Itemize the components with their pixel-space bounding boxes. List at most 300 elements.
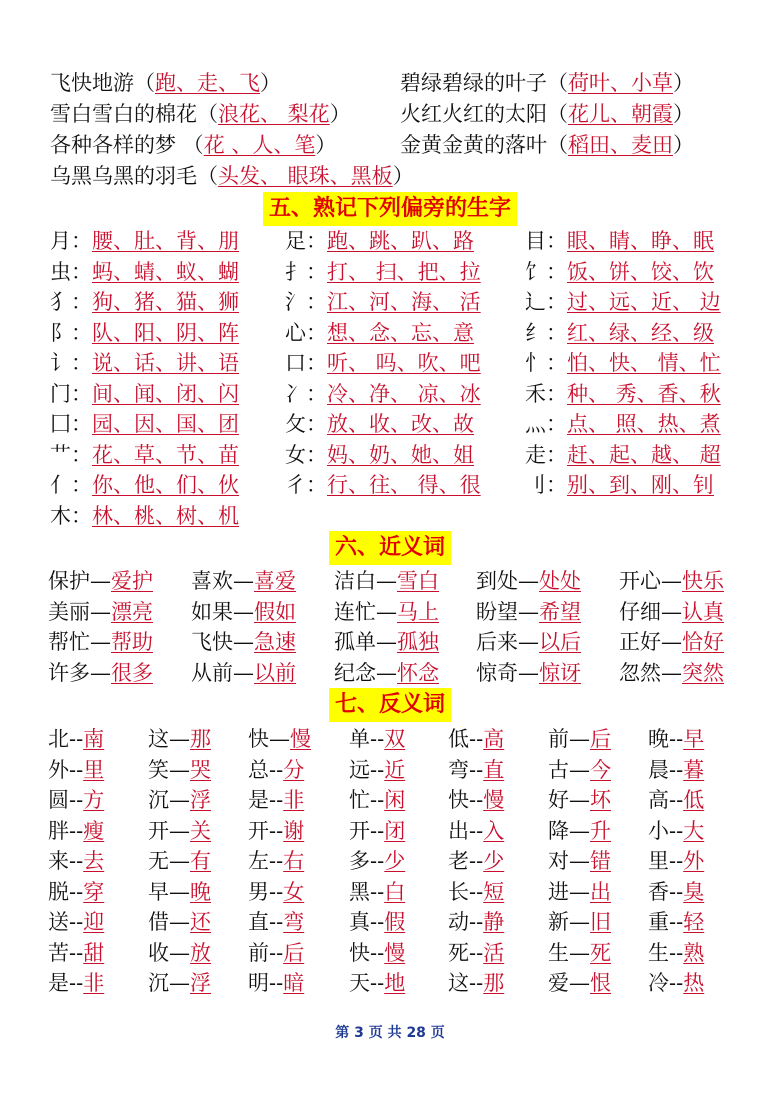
antonym-pair (648, 907, 704, 938)
radical-label: 讠： (50, 351, 92, 375)
antonym-word: 好— (548, 788, 590, 812)
antonym-pair (448, 938, 504, 969)
synonym-word: 到处— (476, 569, 539, 593)
antonym-pair (448, 816, 504, 847)
antonym-answer: 去 (83, 849, 105, 873)
antonym-pair (349, 755, 405, 786)
radical-words: 听、 吗、吹、吧 (327, 351, 481, 375)
antonym-pair (349, 785, 405, 816)
synonym-word: 正好— (619, 630, 682, 654)
phrase-text: 火红火红的太阳（ (400, 102, 568, 126)
antonym-word: 无— (148, 849, 190, 873)
antonym-pair (548, 877, 611, 908)
phrase-answer: 跑、走、飞 (155, 71, 260, 95)
radical-words: 蚂、蜻、蚁、蝴 (92, 259, 239, 284)
radical-label: 亻： (50, 473, 92, 497)
radical-cell (50, 348, 239, 379)
antonym-row (48, 755, 768, 786)
synonym-answer: 快乐 (682, 569, 724, 593)
radical-label: 足： (285, 229, 327, 253)
synonym-row (48, 658, 768, 689)
radical-words: 跑、跳、趴、路 (327, 229, 474, 253)
synonym-answer: 以后 (539, 630, 581, 654)
radical-cell (525, 379, 721, 410)
phrase-text: 飞快地游（ (50, 71, 155, 95)
synonym-word: 后来— (476, 630, 539, 654)
antonym-row (48, 846, 768, 877)
radical-cell (285, 440, 474, 471)
radical-words: 冷、净、 凉、冰 (327, 381, 481, 406)
phrase-answer: 荷叶、小草 (568, 71, 673, 95)
antonym-answer: 瘦 (83, 818, 105, 843)
synonym-word: 惊奇— (476, 660, 539, 685)
radical-label: 心： (285, 320, 327, 345)
radical-words: 你、他、们、伙 (92, 473, 239, 497)
antonym-word: 沉— (148, 788, 190, 812)
antonym-answer: 轻 (683, 910, 705, 934)
synonym-pair (476, 627, 581, 658)
antonym-answer: 外 (683, 849, 705, 873)
antonym-pair (548, 755, 611, 786)
section6-title: 六、近义词 (329, 531, 451, 565)
radical-cell (285, 287, 481, 318)
antonym-pair (448, 907, 504, 938)
antonym-answer: 近 (384, 757, 406, 782)
synonym-pair (48, 627, 153, 658)
radical-label: 忄： (525, 351, 567, 375)
antonym-word: 送-- (48, 910, 84, 934)
antonym-answer: 方 (83, 788, 105, 812)
antonym-pair (148, 938, 211, 969)
phrase-answer: 花儿、朝霞 (568, 102, 673, 126)
radical-words: 花、草、节、苗 (92, 442, 239, 467)
radical-label: 扌： (285, 259, 327, 284)
antonym-word: 死-- (448, 940, 484, 965)
antonym-answer: 早 (683, 727, 705, 751)
synonym-pair (619, 627, 724, 658)
antonym-word: 开-- (349, 818, 385, 843)
antonym-pair (448, 846, 504, 877)
radical-label: 禾： (525, 381, 567, 406)
antonym-pair (248, 724, 311, 755)
antonym-pair (248, 846, 304, 877)
antonym-pair (148, 724, 211, 755)
radical-label: 女： (285, 442, 327, 467)
antonym-word: 降— (548, 818, 590, 843)
radical-label: 目： (525, 229, 567, 253)
synonym-pair (476, 566, 581, 597)
antonym-answer: 短 (483, 879, 505, 904)
synonym-answer: 怀念 (397, 660, 439, 685)
antonym-word: 生— (548, 940, 590, 965)
synonym-word: 美丽— (48, 599, 111, 624)
antonym-answer: 哭 (190, 757, 211, 782)
antonym-word: 外-- (48, 757, 84, 782)
antonym-answer: 熟 (683, 940, 705, 965)
antonym-answer: 有 (190, 849, 211, 873)
synonym-pair (48, 566, 153, 597)
antonym-answer: 弯 (283, 910, 305, 934)
radical-words: 种、 秀、香、秋 (567, 381, 721, 406)
radical-words: 饭、饼、饺、饮 (567, 259, 714, 284)
antonym-pair (349, 907, 405, 938)
synonym-word: 从前— (191, 660, 254, 685)
radical-row (50, 440, 770, 471)
phrase-text: 乌黑乌黑的羽毛（ (50, 164, 218, 188)
phrase-close: ） (392, 164, 414, 188)
radical-cell (285, 226, 474, 257)
antonym-answer: 少 (384, 849, 406, 873)
antonym-row (48, 938, 768, 969)
antonym-pair (448, 968, 504, 999)
antonym-pair (548, 846, 611, 877)
radical-label: 口： (285, 351, 327, 375)
phrase-close: ） (260, 71, 281, 95)
antonym-pair (548, 968, 611, 999)
antonym-pair (648, 816, 704, 847)
synonym-answer: 帮助 (111, 630, 153, 654)
antonym-pair (148, 846, 211, 877)
antonym-pair (48, 968, 104, 999)
antonym-word: 老-- (448, 849, 484, 873)
synonym-answer: 恰好 (682, 630, 724, 654)
synonym-answer: 马上 (397, 599, 439, 624)
antonym-answer: 慢 (384, 940, 406, 965)
antonym-answer: 高 (483, 727, 505, 751)
antonym-word: 动-- (448, 910, 484, 934)
radical-cell (50, 379, 239, 410)
antonym-answer: 双 (384, 727, 406, 751)
radical-cell (50, 440, 239, 471)
antonym-pair (248, 785, 304, 816)
antonym-answer: 那 (483, 971, 505, 995)
antonym-pair (548, 938, 611, 969)
radical-words: 红、绿、经、级 (567, 320, 714, 345)
antonym-answer: 暮 (683, 757, 705, 782)
radical-cell (285, 379, 481, 410)
antonym-answer: 臭 (683, 879, 705, 904)
antonym-word: 小-- (648, 818, 684, 843)
antonym-answer: 旧 (590, 910, 611, 934)
radical-label: 辶： (525, 290, 567, 314)
radical-label: 囗： (50, 412, 92, 436)
antonym-answer: 慢 (290, 727, 311, 751)
antonym-answer: 穿 (83, 879, 105, 904)
antonym-word: 笑— (148, 757, 190, 782)
section7-title: 七、反义词 (329, 688, 451, 722)
antonym-answer: 浮 (190, 788, 211, 812)
synonym-answer: 很多 (111, 660, 153, 685)
radical-label: 阝： (50, 320, 92, 345)
synonym-row (48, 597, 768, 628)
section5-title: 五、熟记下列偏旁的生字 (263, 192, 517, 226)
antonym-word: 黑-- (349, 879, 385, 904)
antonym-pair (648, 877, 704, 908)
radical-cell (525, 226, 714, 257)
antonym-word: 前— (548, 727, 590, 751)
antonym-pair (448, 877, 504, 908)
radical-words: 林、桃、树、机 (92, 503, 239, 528)
antonym-word: 圆-- (48, 788, 84, 812)
antonym-word: 来-- (48, 849, 84, 873)
radical-words: 江、河、海、 活 (327, 290, 481, 314)
antonym-pair (248, 755, 304, 786)
antonym-word: 男-- (248, 879, 284, 904)
antonym-pair (349, 816, 405, 847)
radical-words: 点、 照、热、煮 (567, 412, 721, 436)
radical-words: 狗、猪、猫、狮 (92, 290, 239, 314)
radical-cell (525, 318, 714, 349)
antonym-answer: 出 (590, 879, 611, 904)
radical-words: 放、收、改、故 (327, 412, 474, 436)
antonym-answer: 晚 (190, 879, 211, 904)
antonym-answer: 静 (483, 910, 505, 934)
antonym-pair (448, 724, 504, 755)
phrase-left (50, 99, 351, 130)
antonym-word: 晨-- (648, 757, 684, 782)
antonym-word: 出-- (448, 818, 484, 843)
radical-words: 园、因、国、团 (92, 412, 239, 436)
radical-cell (50, 409, 239, 440)
antonym-row (48, 724, 768, 755)
radical-label: 门： (50, 381, 92, 406)
phrase-close: ） (673, 71, 694, 95)
antonym-word: 对— (548, 849, 590, 873)
radical-label: 灬： (525, 412, 567, 436)
radical-row (50, 379, 770, 410)
radical-cell (525, 257, 714, 288)
antonym-word: 香-- (648, 879, 684, 904)
antonym-pair (349, 877, 405, 908)
phrase-answer: 头发、 眼珠、黑板 (218, 164, 393, 188)
phrase-row (50, 161, 750, 192)
antonym-answer: 那 (190, 727, 211, 751)
synonym-word: 仔细— (619, 599, 682, 624)
phrase-right (400, 99, 694, 130)
antonym-word: 冷-- (648, 971, 684, 995)
radical-cell (50, 501, 239, 532)
antonym-answer: 还 (190, 910, 211, 934)
phrase-row (50, 130, 750, 161)
synonym-answer: 喜爱 (254, 569, 296, 593)
radical-label: 走： (525, 442, 567, 467)
phrase-row (50, 68, 750, 99)
antonym-pair (48, 938, 104, 969)
radical-words: 间、闻、闭、闪 (92, 381, 239, 406)
antonym-pair (148, 968, 211, 999)
radical-cell (285, 257, 481, 288)
phrase-text: 各种各样的梦 （ (50, 133, 204, 157)
radical-words: 过、远、近、 边 (567, 290, 721, 314)
antonym-word: 是-- (48, 971, 84, 995)
phrase-left (50, 161, 414, 192)
antonym-word: 快-- (349, 940, 385, 965)
antonym-pair (248, 907, 304, 938)
radical-cell (285, 470, 481, 501)
radical-label: 冫： (285, 381, 327, 406)
synonym-pair (191, 627, 296, 658)
radical-cell (525, 287, 721, 318)
radical-cell (50, 470, 239, 501)
synonym-word: 如果— (191, 599, 254, 624)
word-fill-section (50, 68, 750, 192)
section7-heading (0, 688, 780, 724)
phrase-text: 碧绿碧绿的叶子（ (400, 71, 568, 95)
synonym-answer: 突然 (682, 660, 724, 685)
antonym-pair (48, 785, 104, 816)
antonym-answer: 假 (384, 910, 406, 934)
antonym-answer: 坏 (590, 788, 611, 812)
antonym-word: 前-- (248, 940, 284, 965)
radical-label: 艹： (50, 442, 92, 467)
phrase-close: ） (329, 102, 351, 126)
antonym-answer: 慢 (483, 788, 505, 812)
synonym-pair (334, 627, 439, 658)
antonyms-grid (48, 724, 768, 999)
radical-cell (50, 318, 239, 349)
antonym-word: 早— (148, 879, 190, 904)
synonym-answer: 希望 (539, 599, 581, 624)
antonym-pair (48, 724, 104, 755)
antonym-answer: 闲 (384, 788, 406, 812)
antonym-row (48, 816, 768, 847)
antonym-pair (448, 755, 504, 786)
antonym-pair (548, 816, 611, 847)
synonym-pair (619, 566, 724, 597)
radical-label: 虫： (50, 259, 92, 284)
antonym-pair (148, 816, 211, 847)
antonym-pair (648, 755, 704, 786)
synonym-word: 连忙— (334, 599, 397, 624)
antonym-answer: 放 (190, 940, 211, 965)
antonym-answer: 今 (590, 757, 611, 782)
radical-words: 打、 扫、把、拉 (327, 259, 481, 284)
antonym-pair (548, 907, 611, 938)
antonym-pair (148, 907, 211, 938)
radical-row (50, 501, 770, 532)
synonym-word: 孤单— (334, 630, 397, 654)
antonym-word: 新— (548, 910, 590, 934)
antonym-word: 收— (148, 940, 190, 965)
synonym-pair (191, 658, 296, 689)
antonym-answer: 谢 (283, 818, 305, 843)
antonym-pair (48, 846, 104, 877)
radical-words: 想、念、忘、意 (327, 320, 474, 345)
phrase-right (400, 68, 694, 99)
synonym-pair (619, 597, 724, 628)
synonym-pair (48, 658, 153, 689)
radical-row (50, 409, 770, 440)
antonym-word: 重-- (648, 910, 684, 934)
radical-cell (525, 348, 721, 379)
synonym-answer: 急速 (254, 630, 296, 654)
synonym-word: 盼望— (476, 599, 539, 624)
antonym-word: 进— (548, 879, 590, 904)
antonym-pair (48, 816, 104, 847)
antonym-answer: 恨 (590, 971, 611, 995)
antonym-word: 开-- (248, 818, 284, 843)
antonym-word: 北-- (48, 727, 84, 751)
antonym-word: 快-- (448, 788, 484, 812)
antonym-word: 这— (148, 727, 190, 751)
antonym-word: 晚-- (648, 727, 684, 751)
antonym-answer: 少 (483, 849, 505, 873)
radical-row (50, 318, 770, 349)
section6-heading (0, 531, 780, 567)
radical-row (50, 226, 770, 257)
phrase-text: 雪白雪白的棉花（ (50, 102, 218, 126)
synonyms-grid (48, 566, 768, 688)
radical-words: 怕、快、 情、忙 (567, 351, 721, 375)
antonym-row (48, 785, 768, 816)
antonym-word: 开— (148, 818, 190, 843)
synonym-word: 保护— (48, 569, 111, 593)
radical-cell (525, 470, 714, 501)
radical-label: 氵： (285, 290, 327, 314)
synonym-answer: 爱护 (111, 569, 153, 593)
synonym-answer: 以前 (254, 660, 296, 685)
radical-characters-grid (50, 226, 770, 531)
radical-label: 纟： (525, 320, 567, 345)
synonym-word: 纪念— (334, 660, 397, 685)
synonym-word: 喜欢— (191, 569, 254, 593)
synonym-row (48, 627, 768, 658)
synonym-answer: 假如 (254, 599, 296, 624)
synonym-answer: 处处 (539, 569, 581, 593)
antonym-word: 苦-- (48, 940, 84, 965)
radical-words: 妈、奶、她、姐 (327, 442, 474, 467)
radical-row (50, 257, 770, 288)
antonym-pair (48, 907, 104, 938)
antonym-pair (48, 755, 104, 786)
synonym-word: 飞快— (191, 630, 254, 654)
antonym-answer: 后 (590, 727, 611, 751)
antonym-pair (349, 724, 405, 755)
antonym-pair (349, 968, 405, 999)
antonym-word: 低-- (448, 727, 484, 751)
phrase-answer: 浪花、 梨花 (218, 102, 330, 126)
antonym-answer: 非 (83, 971, 105, 995)
radical-cell (525, 440, 721, 471)
antonym-word: 弯-- (448, 757, 484, 782)
antonym-answer: 浮 (190, 971, 211, 995)
antonym-pair (349, 938, 405, 969)
synonym-answer: 认真 (682, 599, 724, 624)
synonym-pair (476, 597, 581, 628)
antonym-answer: 里 (83, 757, 105, 782)
antonym-word: 明-- (248, 971, 284, 995)
radical-row (50, 287, 770, 318)
phrase-left (50, 68, 281, 99)
radical-row (50, 470, 770, 501)
radical-words: 队、阳、阴、阵 (92, 320, 239, 345)
antonym-word: 古— (548, 757, 590, 782)
antonym-row (48, 907, 768, 938)
phrase-left (50, 130, 336, 161)
antonym-answer: 地 (384, 971, 406, 995)
phrase-close: ） (315, 133, 337, 157)
antonym-answer: 升 (590, 818, 611, 843)
antonym-pair (648, 938, 704, 969)
antonym-pair (148, 755, 211, 786)
antonym-word: 爱— (548, 971, 590, 995)
antonym-word: 胖-- (48, 818, 84, 843)
radical-words: 别、到、刚、钊 (567, 473, 714, 497)
radical-cell (285, 348, 481, 379)
antonym-pair (648, 724, 704, 755)
antonym-word: 远-- (349, 757, 385, 782)
radical-cell (525, 409, 721, 440)
